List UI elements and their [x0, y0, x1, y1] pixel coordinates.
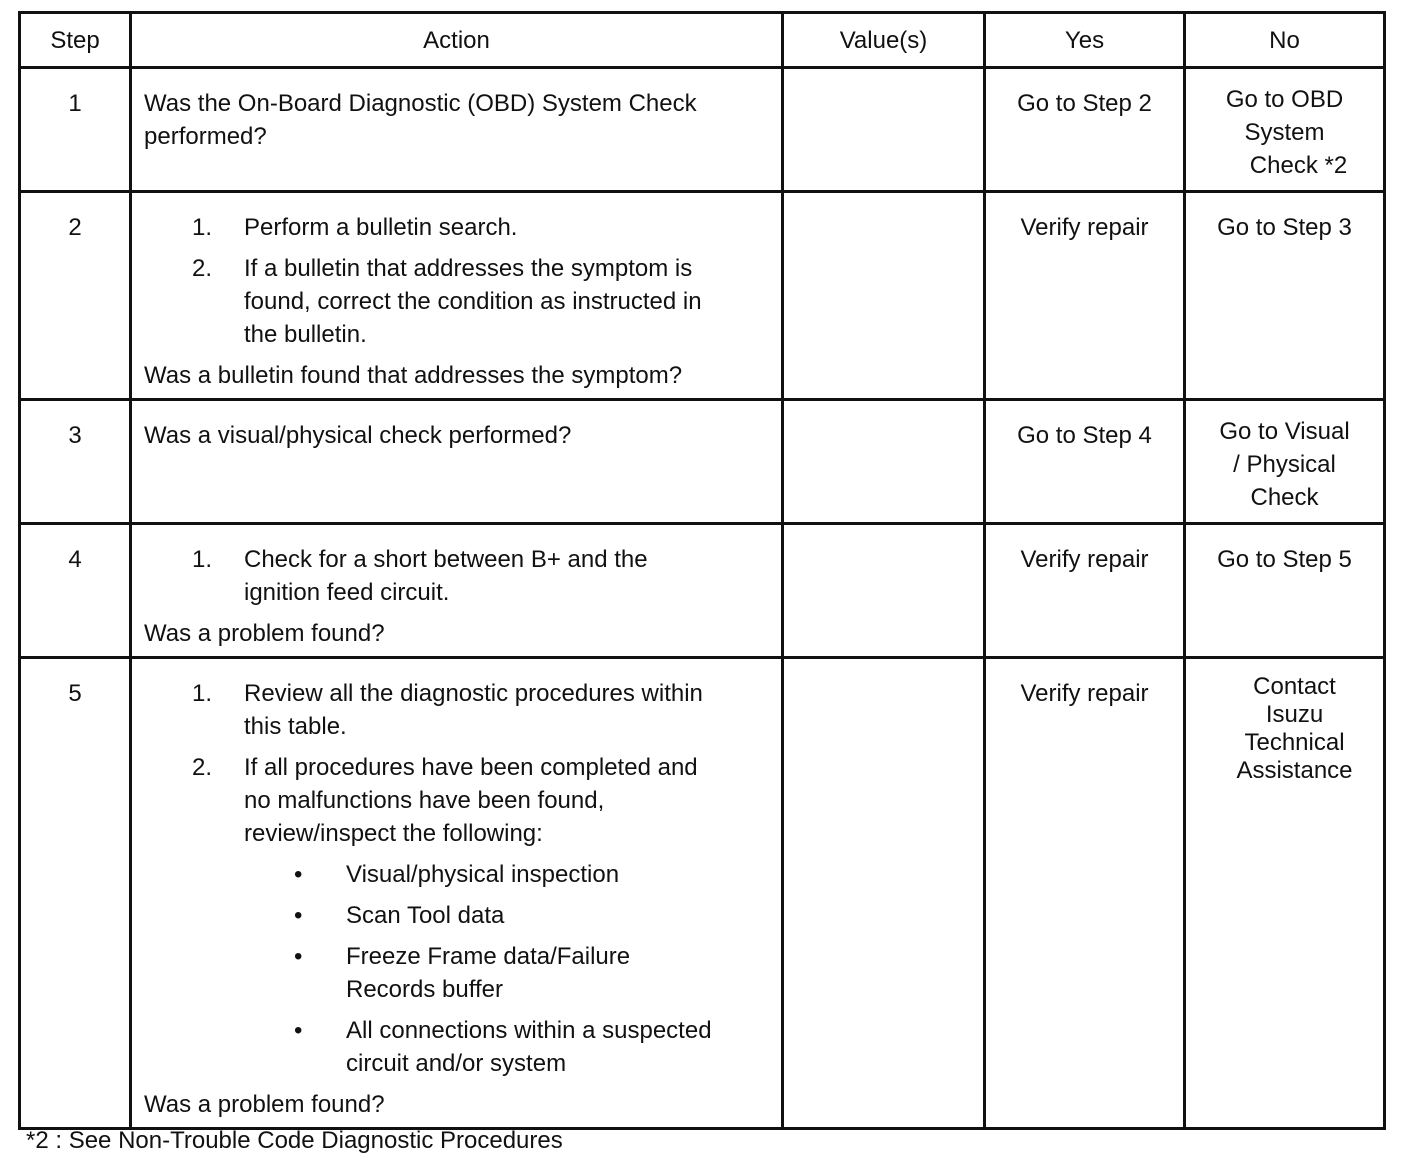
procedure-number: 1. — [192, 680, 213, 707]
yes-cell: Verify repair — [985, 192, 1185, 400]
procedure-number: 2. — [192, 255, 213, 282]
values-cell — [783, 400, 985, 524]
values-cell — [783, 658, 985, 1129]
action-cell — [131, 192, 783, 400]
no-cell — [1185, 400, 1385, 524]
table-row — [20, 68, 1385, 192]
bullet-icon: • — [294, 861, 303, 888]
inspection-item — [144, 858, 729, 891]
diagnostic-table — [18, 11, 1386, 1130]
no-line: Technical — [1244, 729, 1345, 756]
table-row — [20, 658, 1385, 1129]
procedure-text: Review all the diagnostic procedures within this table. — [244, 680, 703, 740]
table-row — [20, 400, 1385, 524]
action-cell — [131, 68, 783, 192]
no-line: Go to OBD — [1225, 86, 1344, 113]
inspection-text: All connections within a suspected circuit and/or system — [346, 1017, 712, 1077]
step-number: 4 — [20, 524, 131, 658]
table-row — [20, 524, 1385, 658]
no-line: Isuzu — [1265, 701, 1324, 728]
procedure-item — [144, 252, 769, 351]
no-line: Assistance — [1236, 757, 1353, 784]
procedure-item — [144, 751, 769, 1080]
yes-cell: Verify repair — [985, 658, 1185, 1129]
no-line: Go to Visual — [1219, 418, 1350, 445]
action-question: Was a problem found? — [144, 1091, 385, 1118]
step-number: 1 — [20, 68, 131, 192]
procedure-text: Perform a bulletin search. — [244, 214, 518, 241]
action-text: Was a visual/physical check performed? — [144, 422, 572, 449]
no-line: Contact — [1253, 673, 1336, 700]
footnote: *2 : See Non-Trouble Code Diagnostic Procedures — [26, 1127, 563, 1154]
inspection-item — [144, 940, 729, 1006]
bullet-icon: • — [294, 1017, 303, 1044]
yes-cell: Go to Step 2 — [985, 68, 1185, 192]
header-action: Action — [131, 13, 783, 68]
yes-cell: Verify repair — [985, 524, 1185, 658]
inspection-text: Freeze Frame data/Failure Records buffer — [346, 943, 631, 1003]
action-cell — [131, 400, 783, 524]
procedure-list — [144, 677, 769, 1080]
values-cell — [783, 68, 985, 192]
inspection-text: Scan Tool data — [346, 902, 505, 929]
procedure-number: 1. — [192, 214, 213, 241]
step-number: 5 — [20, 658, 131, 1129]
bullet-icon: • — [294, 943, 303, 970]
inspection-list — [144, 858, 729, 1080]
step-number: 3 — [20, 400, 131, 524]
header-step: Step — [20, 13, 131, 68]
inspection-item — [144, 899, 729, 932]
step-number: 2 — [20, 192, 131, 400]
yes-cell: Go to Step 4 — [985, 400, 1185, 524]
procedure-item — [144, 211, 769, 244]
no-line: / Physical — [1233, 451, 1336, 478]
values-cell — [783, 192, 985, 400]
table-row — [20, 192, 1385, 400]
no-line: Check — [1250, 484, 1319, 511]
procedure-number: 2. — [192, 754, 213, 781]
action-cell — [131, 524, 783, 658]
header-yes: Yes — [985, 13, 1185, 68]
action-cell — [131, 658, 783, 1129]
no-line: Check *2 — [1249, 152, 1348, 179]
procedure-text: If all procedures have been completed and no malfunctions have been found, review/inspect the following: — [244, 754, 698, 847]
procedure-item — [144, 543, 769, 609]
action-question: Was a bulletin found that addresses the symptom? — [144, 362, 683, 389]
procedure-item — [144, 677, 769, 743]
action-text: Was the On-Board Diagnostic (OBD) System Check performed? — [144, 90, 697, 150]
no-cell: Go to Step 5 — [1185, 524, 1385, 658]
header-no: No — [1185, 13, 1385, 68]
procedure-list — [144, 543, 769, 609]
procedure-text: If a bulletin that addresses the symptom is found, correct the condition as instructed in the bulletin. — [244, 255, 702, 348]
procedure-list — [144, 211, 769, 351]
header-values: Value(s) — [783, 13, 985, 68]
bullet-icon: • — [294, 902, 303, 929]
table-header-row — [20, 13, 1385, 68]
no-cell: Go to Step 3 — [1185, 192, 1385, 400]
procedure-text: Check for a short between B+ and the ignition feed circuit. — [244, 546, 648, 606]
procedure-number: 1. — [192, 546, 213, 573]
no-cell — [1185, 68, 1385, 192]
inspection-item — [144, 1014, 729, 1080]
no-cell — [1185, 658, 1385, 1129]
inspection-text: Visual/physical inspection — [346, 861, 620, 888]
no-line: System — [1244, 119, 1325, 146]
values-cell — [783, 524, 985, 658]
action-question: Was a problem found? — [144, 620, 385, 647]
